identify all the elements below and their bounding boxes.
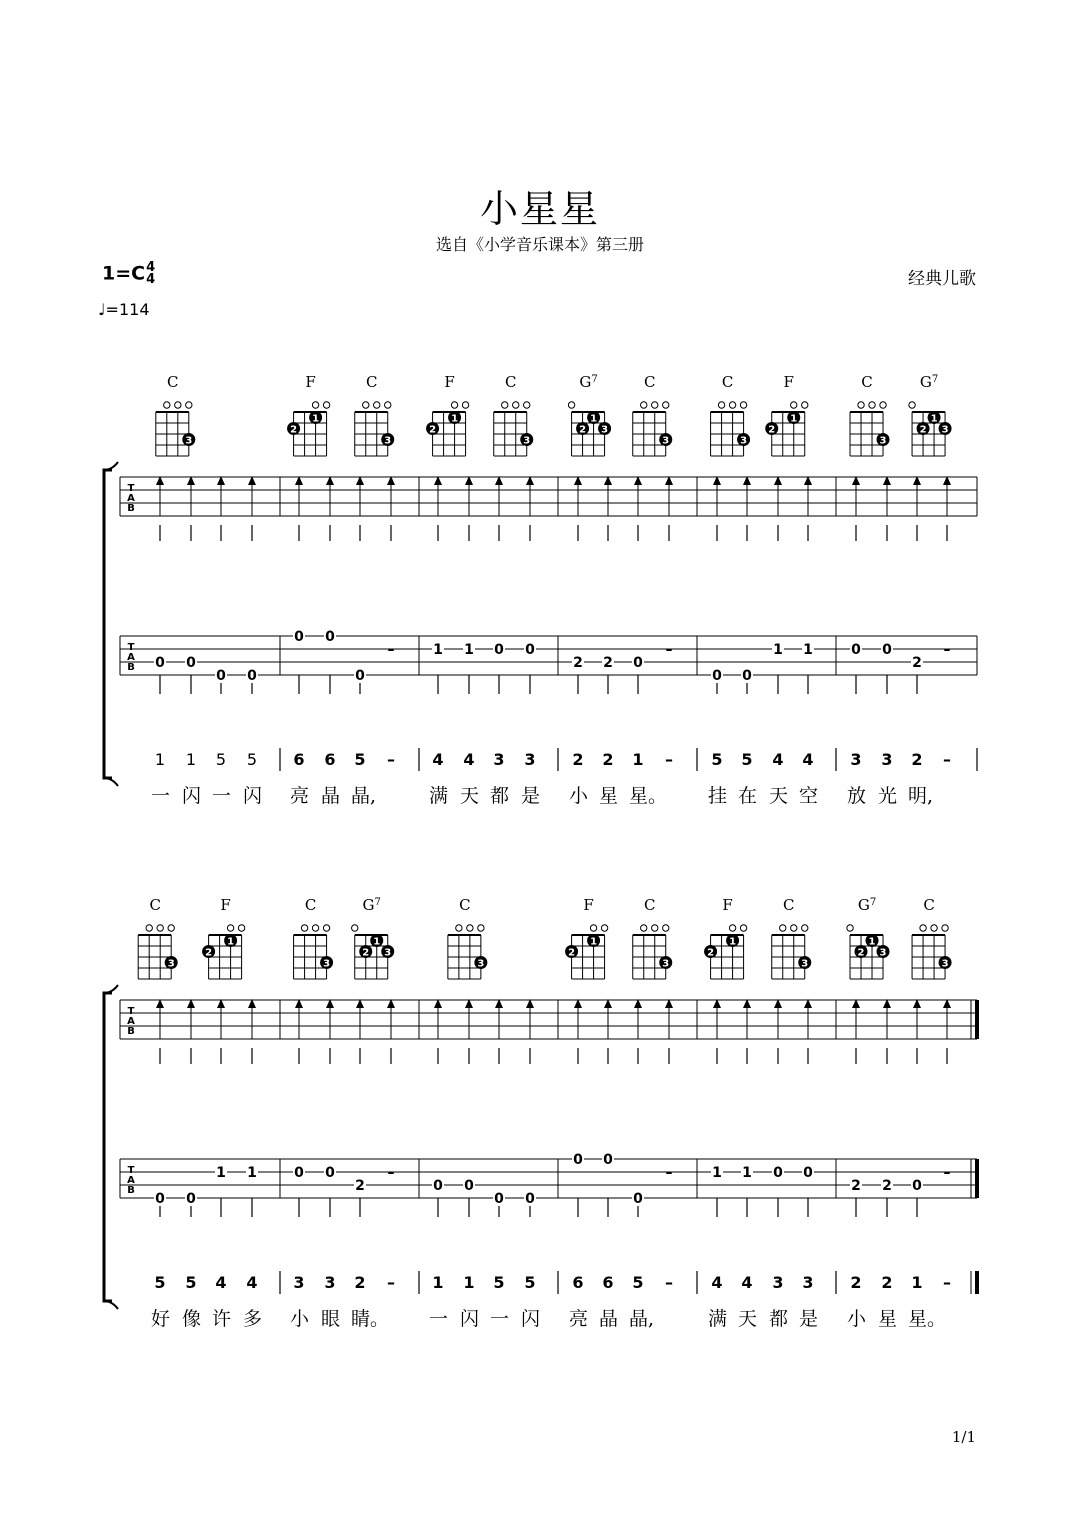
chord-diagram-c — [711, 373, 751, 456]
tab-fret-number: 2 — [912, 655, 922, 671]
open-string-marker — [652, 402, 658, 408]
tab-clef-a: A — [127, 1016, 135, 1027]
tab-clef-t: T — [127, 1006, 135, 1017]
chord-superscript: 7 — [374, 897, 381, 908]
tab-dash: – — [943, 1165, 951, 1181]
lyric-word: 小 — [290, 1308, 310, 1330]
finger-number: 3 — [167, 958, 175, 970]
tab-dash: – — [665, 642, 673, 658]
open-string-marker — [164, 402, 170, 408]
tab-dash: – — [387, 1165, 395, 1181]
tab-fret-number: 0 — [355, 668, 365, 684]
tab-fret-number: 2 — [355, 1178, 365, 1194]
lyric-word: 空 — [799, 785, 819, 807]
finger-number: 1 — [868, 936, 876, 948]
tab-clef-t: T — [127, 1165, 135, 1176]
jianpu-note: 5 — [741, 750, 753, 769]
open-string-marker — [462, 402, 468, 408]
finger-number: 1 — [227, 936, 235, 948]
tab-fret-number: 1 — [803, 642, 813, 658]
system-bracket — [104, 993, 112, 1301]
chord-name: F — [783, 373, 794, 391]
jianpu-note: 5 — [354, 750, 366, 769]
chord-name: C — [782, 896, 795, 914]
open-string-marker — [301, 925, 307, 931]
open-string-marker — [524, 402, 530, 408]
jianpu-note: 4 — [246, 1273, 258, 1292]
chord-diagram-c — [850, 373, 890, 456]
jianpu-note: – — [943, 1273, 951, 1292]
chord-diagram-c — [355, 373, 395, 456]
lyric-word: 一 — [429, 1308, 449, 1330]
tab-fret-number: 2 — [603, 655, 613, 671]
finger-number: 2 — [290, 424, 298, 436]
lyric-word: 是 — [799, 1308, 819, 1330]
lyric-word: 亮 — [290, 785, 310, 807]
jianpu-note: 5 — [524, 1273, 536, 1292]
finger-number: 1 — [729, 936, 737, 948]
tab-fret-number: 0 — [294, 629, 304, 645]
open-string-marker — [590, 925, 596, 931]
chord-diagram-g7 — [352, 896, 395, 979]
chord-name: C — [459, 896, 471, 914]
song-subtitle: 选自《小学音乐课本》第三册 — [435, 235, 644, 254]
lyric-word: 晶, — [629, 1308, 655, 1330]
lyric-word: 天 — [738, 1308, 758, 1330]
jianpu-note: 3 — [802, 1273, 814, 1292]
lyric-word: 光 — [878, 785, 898, 807]
lyric-word: 小 — [847, 1308, 867, 1330]
jianpu-note: 6 — [602, 1273, 614, 1292]
tab-fret-number: 0 — [773, 1165, 783, 1181]
jianpu-note: 1 — [432, 1273, 444, 1292]
jianpu-note: 2 — [354, 1273, 366, 1292]
lyric-word: 闪 — [521, 1308, 541, 1330]
finger-number: 1 — [312, 413, 320, 425]
chord-diagram-c — [772, 896, 812, 979]
page-number: 1/1 — [951, 1428, 976, 1446]
jianpu-note: 6 — [324, 750, 336, 769]
jianpu-note: 2 — [881, 1273, 893, 1292]
chord-name: C — [304, 896, 317, 914]
open-string-marker — [880, 402, 886, 408]
open-string-marker — [451, 402, 457, 408]
finger-number: 3 — [740, 435, 748, 447]
lyric-word: 天 — [769, 785, 789, 807]
tab-clef-a: A — [127, 652, 135, 663]
open-string-marker — [663, 402, 669, 408]
chord-diagram-c — [494, 373, 534, 456]
chord-name: $G^7$ — [857, 896, 877, 914]
jianpu-note: 2 — [911, 750, 923, 769]
tab-clef-b: B — [127, 662, 135, 673]
tab-fret-number: 0 — [155, 655, 165, 671]
finger-number: 3 — [384, 435, 392, 447]
lyric-word: 一 — [212, 785, 232, 807]
jianpu-note: 4 — [741, 1273, 753, 1292]
finger-number: 3 — [879, 435, 887, 447]
lyric-word: 晶 — [321, 785, 341, 807]
lyric-word: 明, — [908, 785, 934, 807]
tab-fret-number: 0 — [494, 642, 504, 658]
tab-dash: – — [665, 1165, 673, 1181]
lyric-word: 亮 — [569, 1308, 589, 1330]
chord-diagram-f — [565, 896, 608, 979]
lyric-word: 闪 — [460, 1308, 480, 1330]
finger-number: 1 — [790, 413, 798, 425]
open-string-marker — [718, 402, 724, 408]
open-string-marker — [363, 402, 369, 408]
chord-superscript: 7 — [869, 897, 877, 908]
tab-fret-number: 0 — [712, 668, 722, 684]
open-string-marker — [312, 402, 318, 408]
open-string-marker — [352, 925, 358, 931]
lyric-word: 晶, — [351, 785, 377, 807]
jianpu-note: 2 — [602, 750, 614, 769]
tab-fret-number: 0 — [882, 642, 892, 658]
open-string-marker — [740, 402, 746, 408]
jianpu-note: – — [387, 1273, 395, 1292]
jianpu-note: – — [665, 1273, 673, 1292]
chord-diagram-g7 — [568, 373, 611, 456]
chord-diagram-c — [633, 896, 673, 979]
tab-clef-t: T — [127, 642, 135, 653]
tab-clef-a: A — [127, 493, 135, 504]
jianpu-note: 3 — [324, 1273, 336, 1292]
tab-fret-number: 0 — [803, 1165, 813, 1181]
tab-fret-number: 0 — [186, 655, 196, 671]
jianpu-note: 6 — [293, 750, 305, 769]
tab-fret-number: 2 — [882, 1178, 892, 1194]
chord-diagram-c — [138, 896, 178, 979]
open-string-marker — [227, 925, 233, 931]
open-string-marker — [802, 402, 808, 408]
chord-name: $G^7$ — [362, 896, 381, 914]
tab-clef-b: B — [127, 1185, 135, 1196]
lyric-word: 一 — [490, 1308, 510, 1330]
open-string-marker — [740, 925, 746, 931]
jianpu-note: – — [387, 750, 395, 769]
lyric-word: 满 — [708, 1308, 728, 1330]
lyric-word: 闪 — [182, 785, 202, 807]
lyric-word: 许 — [212, 1308, 232, 1330]
tab-fret-number: 0 — [494, 1191, 504, 1207]
tab-fret-number: 0 — [247, 668, 257, 684]
chord-diagram-c — [448, 896, 488, 979]
lyric-word: 星。 — [629, 785, 668, 807]
open-string-marker — [186, 402, 192, 408]
open-string-marker — [568, 402, 574, 408]
jianpu-note: 3 — [293, 1273, 305, 1292]
open-string-marker — [323, 925, 329, 931]
finger-number: 1 — [930, 413, 938, 425]
open-string-marker — [942, 925, 948, 931]
chord-diagram-c — [294, 896, 334, 979]
lyric-word: 是 — [521, 785, 541, 807]
finger-number: 3 — [477, 958, 485, 970]
tab-fret-number: 0 — [525, 642, 535, 658]
chord-diagram-f — [765, 373, 808, 456]
open-string-marker — [513, 402, 519, 408]
finger-number: 1 — [451, 413, 459, 425]
tab-fret-number: 1 — [742, 1165, 752, 1181]
jianpu-note: 5 — [185, 1273, 197, 1292]
finger-number: 3 — [662, 435, 670, 447]
open-string-marker — [931, 925, 937, 931]
tab-fret-number: 1 — [433, 642, 443, 658]
lyric-word: 都 — [490, 785, 510, 807]
finger-number: 3 — [185, 435, 193, 447]
finger-number: 2 — [568, 947, 576, 959]
jianpu-note: 1 — [632, 750, 644, 769]
chord-name: F — [722, 896, 733, 914]
finger-number: 1 — [590, 936, 598, 948]
jianpu-note: 3 — [524, 750, 536, 769]
open-string-marker — [456, 925, 462, 931]
chord-name: F — [583, 896, 594, 914]
finger-number: 1 — [590, 413, 598, 425]
finger-number: 2 — [579, 424, 587, 436]
chord-name: F — [220, 896, 231, 914]
tab-fret-number: 1 — [712, 1165, 722, 1181]
tab-fret-number: 0 — [186, 1191, 196, 1207]
system-2 — [104, 896, 977, 1330]
finger-number: 2 — [768, 424, 776, 436]
finger-number: 2 — [362, 947, 370, 959]
lyric-word: 睛。 — [351, 1308, 390, 1330]
finger-number: 3 — [879, 947, 887, 959]
lyric-word: 满 — [429, 785, 449, 807]
jianpu-note: 2 — [572, 750, 584, 769]
tab-fret-number: 1 — [247, 1165, 257, 1181]
lyric-word: 挂 — [708, 785, 728, 807]
lyric-word: 小 — [569, 785, 589, 807]
open-string-marker — [146, 925, 152, 931]
lyric-word: 一 — [151, 785, 171, 807]
finger-number: 2 — [857, 947, 865, 959]
jianpu-note: 4 — [432, 750, 444, 769]
lyric-word: 眼 — [321, 1308, 341, 1330]
tab-fret-number: 0 — [742, 668, 752, 684]
jianpu-note: 5 — [215, 750, 227, 769]
open-string-marker — [467, 925, 473, 931]
tab-fret-number: 0 — [325, 629, 335, 645]
jianpu-note: 3 — [881, 750, 893, 769]
jianpu-note: 1 — [154, 750, 166, 769]
chord-name: C — [861, 373, 873, 391]
open-string-marker — [780, 925, 786, 931]
tab-fret-number: 1 — [216, 1165, 226, 1181]
tab-fret-number: 0 — [155, 1191, 165, 1207]
tab-clef-b: B — [127, 503, 135, 514]
chord-name: $G^7$ — [579, 373, 598, 391]
chord-name: F — [305, 373, 316, 391]
finger-number: 3 — [523, 435, 531, 447]
lyric-word: 星 — [878, 1308, 898, 1330]
finger-number: 3 — [662, 958, 670, 970]
jianpu-note: 5 — [632, 1273, 644, 1292]
tab-dash: – — [387, 642, 395, 658]
tab-fret-number: 0 — [633, 655, 643, 671]
chord-diagram-f — [202, 896, 245, 979]
jianpu-note: 4 — [215, 1273, 227, 1292]
jianpu-note: – — [665, 750, 673, 769]
song-title: 小星星 — [479, 187, 600, 231]
lyric-word: 星。 — [908, 1308, 947, 1330]
time-sig-bottom: 4 — [146, 272, 156, 287]
open-string-marker — [175, 402, 181, 408]
open-string-marker — [502, 402, 508, 408]
jianpu-note: 6 — [572, 1273, 584, 1292]
chord-superscript: 7 — [591, 374, 598, 385]
system-bracket — [104, 470, 112, 778]
lyric-word: 晶 — [599, 1308, 619, 1330]
open-string-marker — [909, 402, 915, 408]
jianpu-note: 5 — [154, 1273, 166, 1292]
key-text: 1=C — [102, 262, 146, 285]
open-string-marker — [652, 925, 658, 931]
chord-diagram-g7 — [909, 373, 952, 456]
chord-name: C — [365, 373, 378, 391]
lyric-word: 好 — [151, 1308, 171, 1330]
chord-name: C — [643, 896, 656, 914]
open-string-marker — [641, 925, 647, 931]
tab-fret-number: 0 — [851, 642, 861, 658]
chord-name: C — [923, 896, 935, 914]
chord-diagram-g7 — [847, 896, 890, 979]
tab-fret-number: 0 — [633, 1191, 643, 1207]
jianpu-note: 1 — [911, 1273, 923, 1292]
tab-fret-number: 0 — [216, 668, 226, 684]
open-string-marker — [168, 925, 174, 931]
chord-diagram-c — [633, 373, 673, 456]
open-string-marker — [323, 402, 329, 408]
jianpu-note: 5 — [246, 750, 258, 769]
open-string-marker — [385, 402, 391, 408]
finger-number: 3 — [801, 958, 809, 970]
tab-fret-number: 1 — [773, 642, 783, 658]
open-string-marker — [601, 925, 607, 931]
finger-number: 3 — [601, 424, 609, 436]
time-sig-top: 4 — [146, 260, 156, 275]
finger-number: 2 — [429, 424, 437, 436]
lyric-word: 在 — [738, 785, 758, 807]
jianpu-note: 4 — [772, 750, 784, 769]
open-string-marker — [238, 925, 244, 931]
open-string-marker — [312, 925, 318, 931]
finger-number: 1 — [373, 936, 381, 948]
lyric-word: 都 — [769, 1308, 789, 1330]
finger-number: 3 — [941, 958, 949, 970]
chord-diagram-c — [156, 373, 196, 456]
tab-fret-number: 1 — [464, 642, 474, 658]
lyric-word: 天 — [460, 785, 480, 807]
open-string-marker — [802, 925, 808, 931]
tab-fret-number: 0 — [912, 1178, 922, 1194]
tempo-marking: ♩=114 — [98, 300, 150, 319]
finger-number: 3 — [323, 958, 331, 970]
open-string-marker — [847, 925, 853, 931]
tab-fret-number: 0 — [464, 1178, 474, 1194]
jianpu-note: 1 — [463, 1273, 475, 1292]
tab-fret-number: 0 — [603, 1152, 613, 1168]
tab-fret-number: 0 — [294, 1165, 304, 1181]
lyric-word: 多 — [243, 1308, 263, 1330]
jianpu-note: 5 — [493, 1273, 505, 1292]
chord-superscript: 7 — [931, 374, 939, 385]
chord-name: F — [444, 373, 455, 391]
jianpu-note: 2 — [850, 1273, 862, 1292]
tab-fret-number: 0 — [325, 1165, 335, 1181]
open-string-marker — [663, 925, 669, 931]
system-1 — [104, 373, 977, 807]
chord-diagram-f — [704, 896, 747, 979]
finger-number: 3 — [384, 947, 392, 959]
open-string-marker — [869, 402, 875, 408]
tab-fret-number: 0 — [525, 1191, 535, 1207]
lyric-word: 星 — [599, 785, 619, 807]
finger-number: 2 — [205, 947, 213, 959]
tab-fret-number: 2 — [851, 1178, 861, 1194]
finger-number: 2 — [707, 947, 715, 959]
chord-name: $G^7$ — [919, 373, 939, 391]
finger-number: 3 — [941, 424, 949, 436]
open-string-marker — [791, 402, 797, 408]
tab-dash: – — [943, 642, 951, 658]
chord-name: C — [721, 373, 734, 391]
open-string-marker — [157, 925, 163, 931]
jianpu-note: 3 — [493, 750, 505, 769]
chord-name: C — [504, 373, 517, 391]
tab-clef-a: A — [127, 1175, 135, 1186]
tab-fret-number: 2 — [573, 655, 583, 671]
open-string-marker — [478, 925, 484, 931]
tab-clef-t: T — [127, 483, 135, 494]
chord-name: C — [643, 373, 656, 391]
open-string-marker — [858, 402, 864, 408]
jianpu-note: 4 — [711, 1273, 723, 1292]
chord-name: C — [167, 373, 179, 391]
jianpu-note: 3 — [850, 750, 862, 769]
open-string-marker — [729, 402, 735, 408]
lyric-word: 放 — [847, 785, 867, 807]
tab-fret-number: 0 — [573, 1152, 583, 1168]
chord-diagram-f — [426, 373, 469, 456]
open-string-marker — [729, 925, 735, 931]
open-string-marker — [791, 925, 797, 931]
tab-fret-number: 0 — [433, 1178, 443, 1194]
open-string-marker — [920, 925, 926, 931]
jianpu-note: 1 — [185, 750, 197, 769]
chord-diagram-f — [287, 373, 330, 456]
chord-name: C — [149, 896, 161, 914]
chord-diagram-c — [912, 896, 952, 979]
finger-number: 2 — [919, 424, 927, 436]
lyric-word: 像 — [182, 1308, 202, 1330]
jianpu-note: – — [943, 750, 951, 769]
open-string-marker — [374, 402, 380, 408]
lyric-word: 闪 — [243, 785, 263, 807]
jianpu-note: 5 — [711, 750, 723, 769]
composer: 经典儿歌 — [908, 269, 976, 289]
jianpu-note: 4 — [802, 750, 814, 769]
open-string-marker — [641, 402, 647, 408]
jianpu-note: 4 — [463, 750, 475, 769]
jianpu-note: 3 — [772, 1273, 784, 1292]
tab-clef-b: B — [127, 1026, 135, 1037]
